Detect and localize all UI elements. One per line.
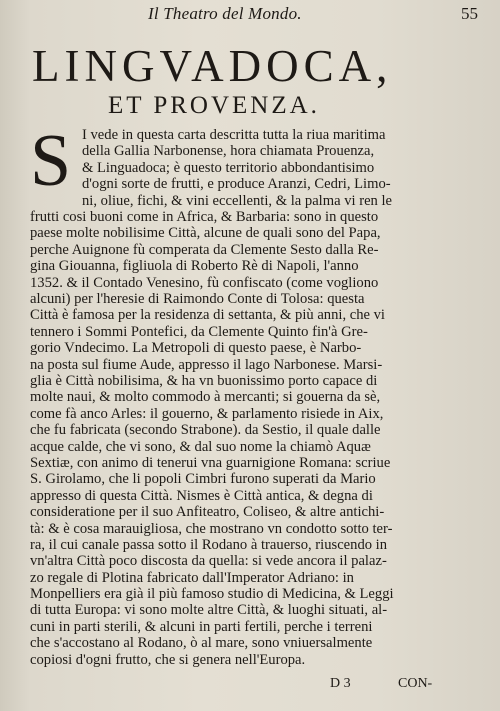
text-line: ra, il cui canale passa sotto il Rodano à trauerso, riuscendo in (30, 536, 388, 553)
title-line-2: ET PROVENZA. (108, 92, 320, 119)
text-line: S. Girolamo, che li popoli Cimbri furono superati da Mario (30, 471, 376, 488)
text-line: Sextiæ, con animo di tenerui vna guarnigione Romana: scriue (30, 454, 391, 471)
text-line: ni, oliue, fichi, & vini eccellenti, & la palma vi ren le (82, 192, 393, 209)
text-line: copiosi d'ogni frutto, che si genera nell'Europa. (30, 651, 306, 668)
drop-cap: S (30, 120, 72, 202)
text-line: 1352. & il Contado Venesino, fù confiscato (come vogliono (30, 274, 379, 291)
text-line: della Gallia Narbonense, hora chiamata Prouenza, (82, 143, 375, 160)
text-line: vn'altra Città poco discosta da quella: si vede ancora il palaz- (30, 553, 387, 570)
text-line: frutti cosi buoni come in Africa, & Barbaria: sono in questo (30, 209, 379, 225)
text-line: che s'accostano al Rodano, ò al mare, sono vniuersalmente (30, 635, 373, 652)
text-line: alcuni) per l'heresie di Raimondo Conte di Tolosa: questa (30, 290, 365, 307)
running-head: Il Theatro del Mondo. (148, 4, 302, 23)
text-line: glia è Città nobilisima, & ha vn buonissimo porto capace di (30, 372, 378, 389)
text-line: zo regale di Plotina fabricato dall'Imperator Adriano: in (30, 569, 354, 586)
text-line: gina Giouanna, figliuola di Roberto Rè di Napoli, l'anno (30, 258, 359, 275)
text-line: paese molte nobilisime Città, alcune de quali sono del Papa, (30, 225, 381, 242)
text-line: d'ogni sorte de frutti, e produce Aranzi, Cedri, Limo- (82, 176, 391, 193)
text-line: acque calde, che vi sono, & dal suo nome la chiamò Aquæ (30, 438, 371, 455)
signature-mark: D 3 (330, 676, 351, 691)
text-line: I vede in questa carta descritta tutta la riua maritima (82, 127, 386, 143)
catchword: CON- (398, 676, 433, 691)
text-line: appresso di questa Città. Nismes è Città antica, & degna di (30, 487, 373, 504)
text-line: na posta sul fiume Aude, appresso il lago Narbonese. Marsi- (30, 356, 383, 373)
text-line: gorio Vndecimo. La Metropoli di questo paese, è Narbo- (30, 340, 362, 357)
text-line: che fu fabricata (secondo Strabone). da Sestio, il quale dalle (30, 422, 381, 439)
text-line: consideratione per il suo Anfiteatro, Coliseo, & altre antichi- (30, 504, 385, 521)
text-line: cuni in parti sterili, & alcuni in parti fertili, perche i terreni (30, 618, 373, 635)
text-line: di tutta Europa: vi sono molte altre Città, & luoghi situati, al- (30, 602, 388, 619)
text-line: tennero i Sommi Pontefici, da Clemente Quinto fin'à Gre- (30, 323, 368, 340)
title-line-1: LINGVADOCA, (32, 41, 393, 91)
text-line: Città è famosa per la residenza di settanta, & più anni, che vi (30, 307, 385, 324)
text-line: Monpelliers era già il più famoso studio di Medicina, & Leggi (30, 586, 394, 602)
text-line: come fà anco Arles: il gouerno, & parlamento risiede in Aix, (30, 405, 384, 422)
text-line: perche Auignone fù comperata da Clemente Sesto dalla Re- (30, 241, 379, 258)
text-line: molte naui, & molto commodo à mercanti; si gouerna da sè, (30, 389, 381, 406)
text-line: & Linguadoca; è questo territorio abbondantisimo (82, 159, 375, 176)
page-number: 55 (461, 4, 478, 23)
text-line: tà: & è cosa marauigliosa, che mostrano vn condotto sotto ter- (30, 520, 393, 537)
